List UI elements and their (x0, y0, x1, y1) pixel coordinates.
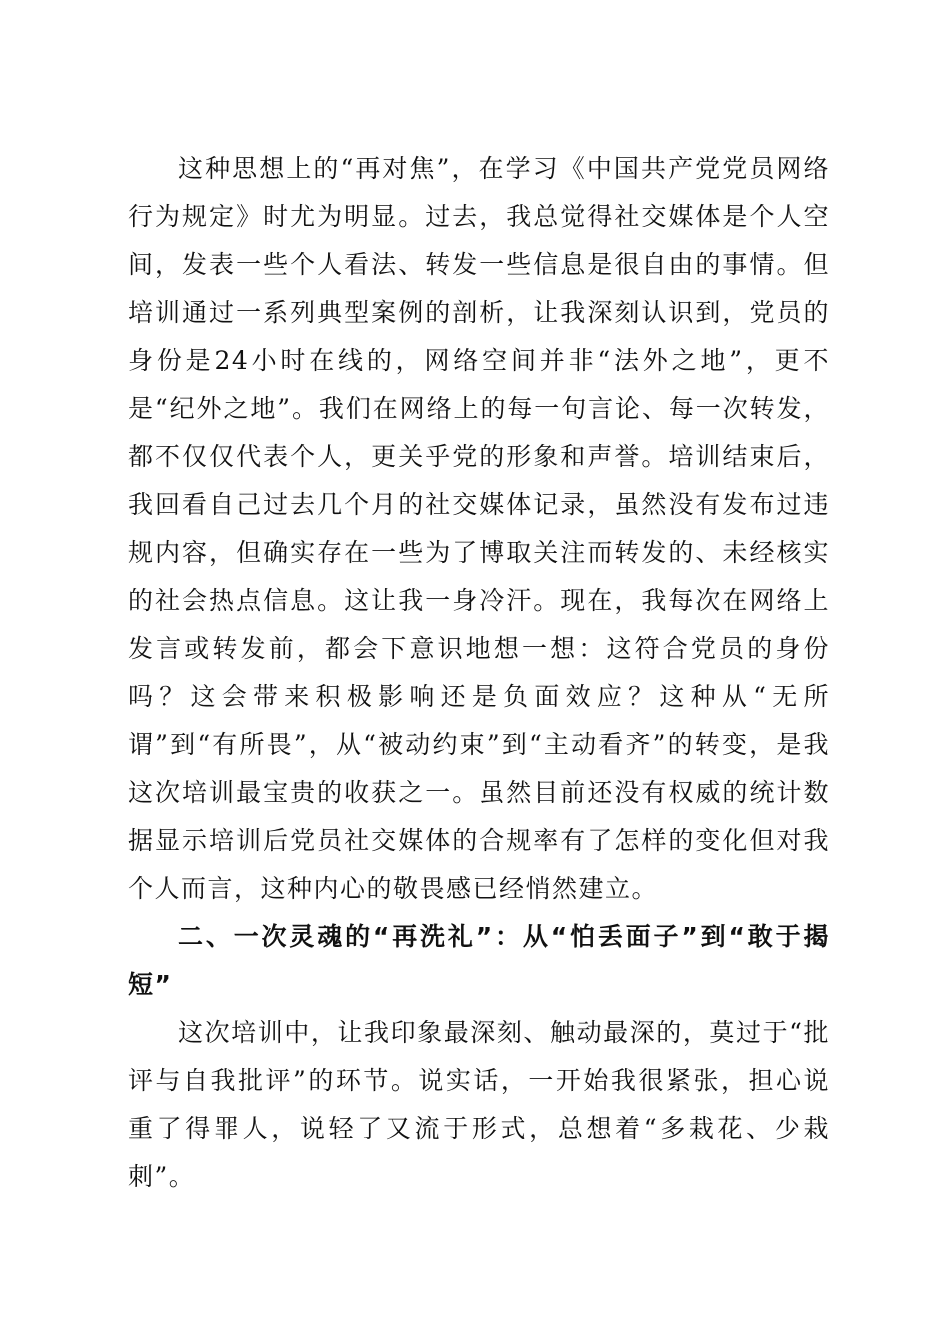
section-heading: 二、一次灵魂的“再洗礼”：从“怕丢面子”到“敢于揭短” (128, 922, 830, 999)
body-paragraph: 这种思想上的“再对焦”，在学习《中国共产党党员网络行为规定》时尤为明显。过去，我总觉得社交媒体是个人空间，发表一些个人看法、转发一些信息是很自由的事情。但培训通过一系列典型案例的剖析，让我深刻认识到，党员的身份是24小时在线的，网络空间并非“法外之地”，更不是“纪外之地”。我们在网络上的每一句言论、每一次转发，都不仅仅代表个人，更关乎党的形象和声誉。培训结束后，我回看自己过去几个月的社交媒体记录，虽然没有发布过违规内容，但确实存在一些为了博取关注而转发的、未经核实的社会热点信息。这让我一身冷汗。现在，我每次在网络上发言或转发前，都会下意识地想一想：这符合党员的身份吗？这会带来积极影响还是负面效应？这种从“无所谓”到“有所畏”，从“被动约束”到“主动看齐”的转变，是我这次培训最宝贵的收获之一。虽然目前还没有权威的统计数据显示培训后党员社交媒体的合规率有了怎样的变化但对我个人而言，这种内心的敬畏感已经悄然建立。 (128, 154, 830, 903)
body-paragraph: 这次培训中，让我印象最深刻、触动最深的，莫过于“批评与自我批评”的环节。说实话，一开始我很紧张，担心说重了得罪人，说轻了又流于形式，总想着“多栽花、少栽刺”。 (128, 1018, 830, 1191)
document-body (128, 145, 830, 1201)
